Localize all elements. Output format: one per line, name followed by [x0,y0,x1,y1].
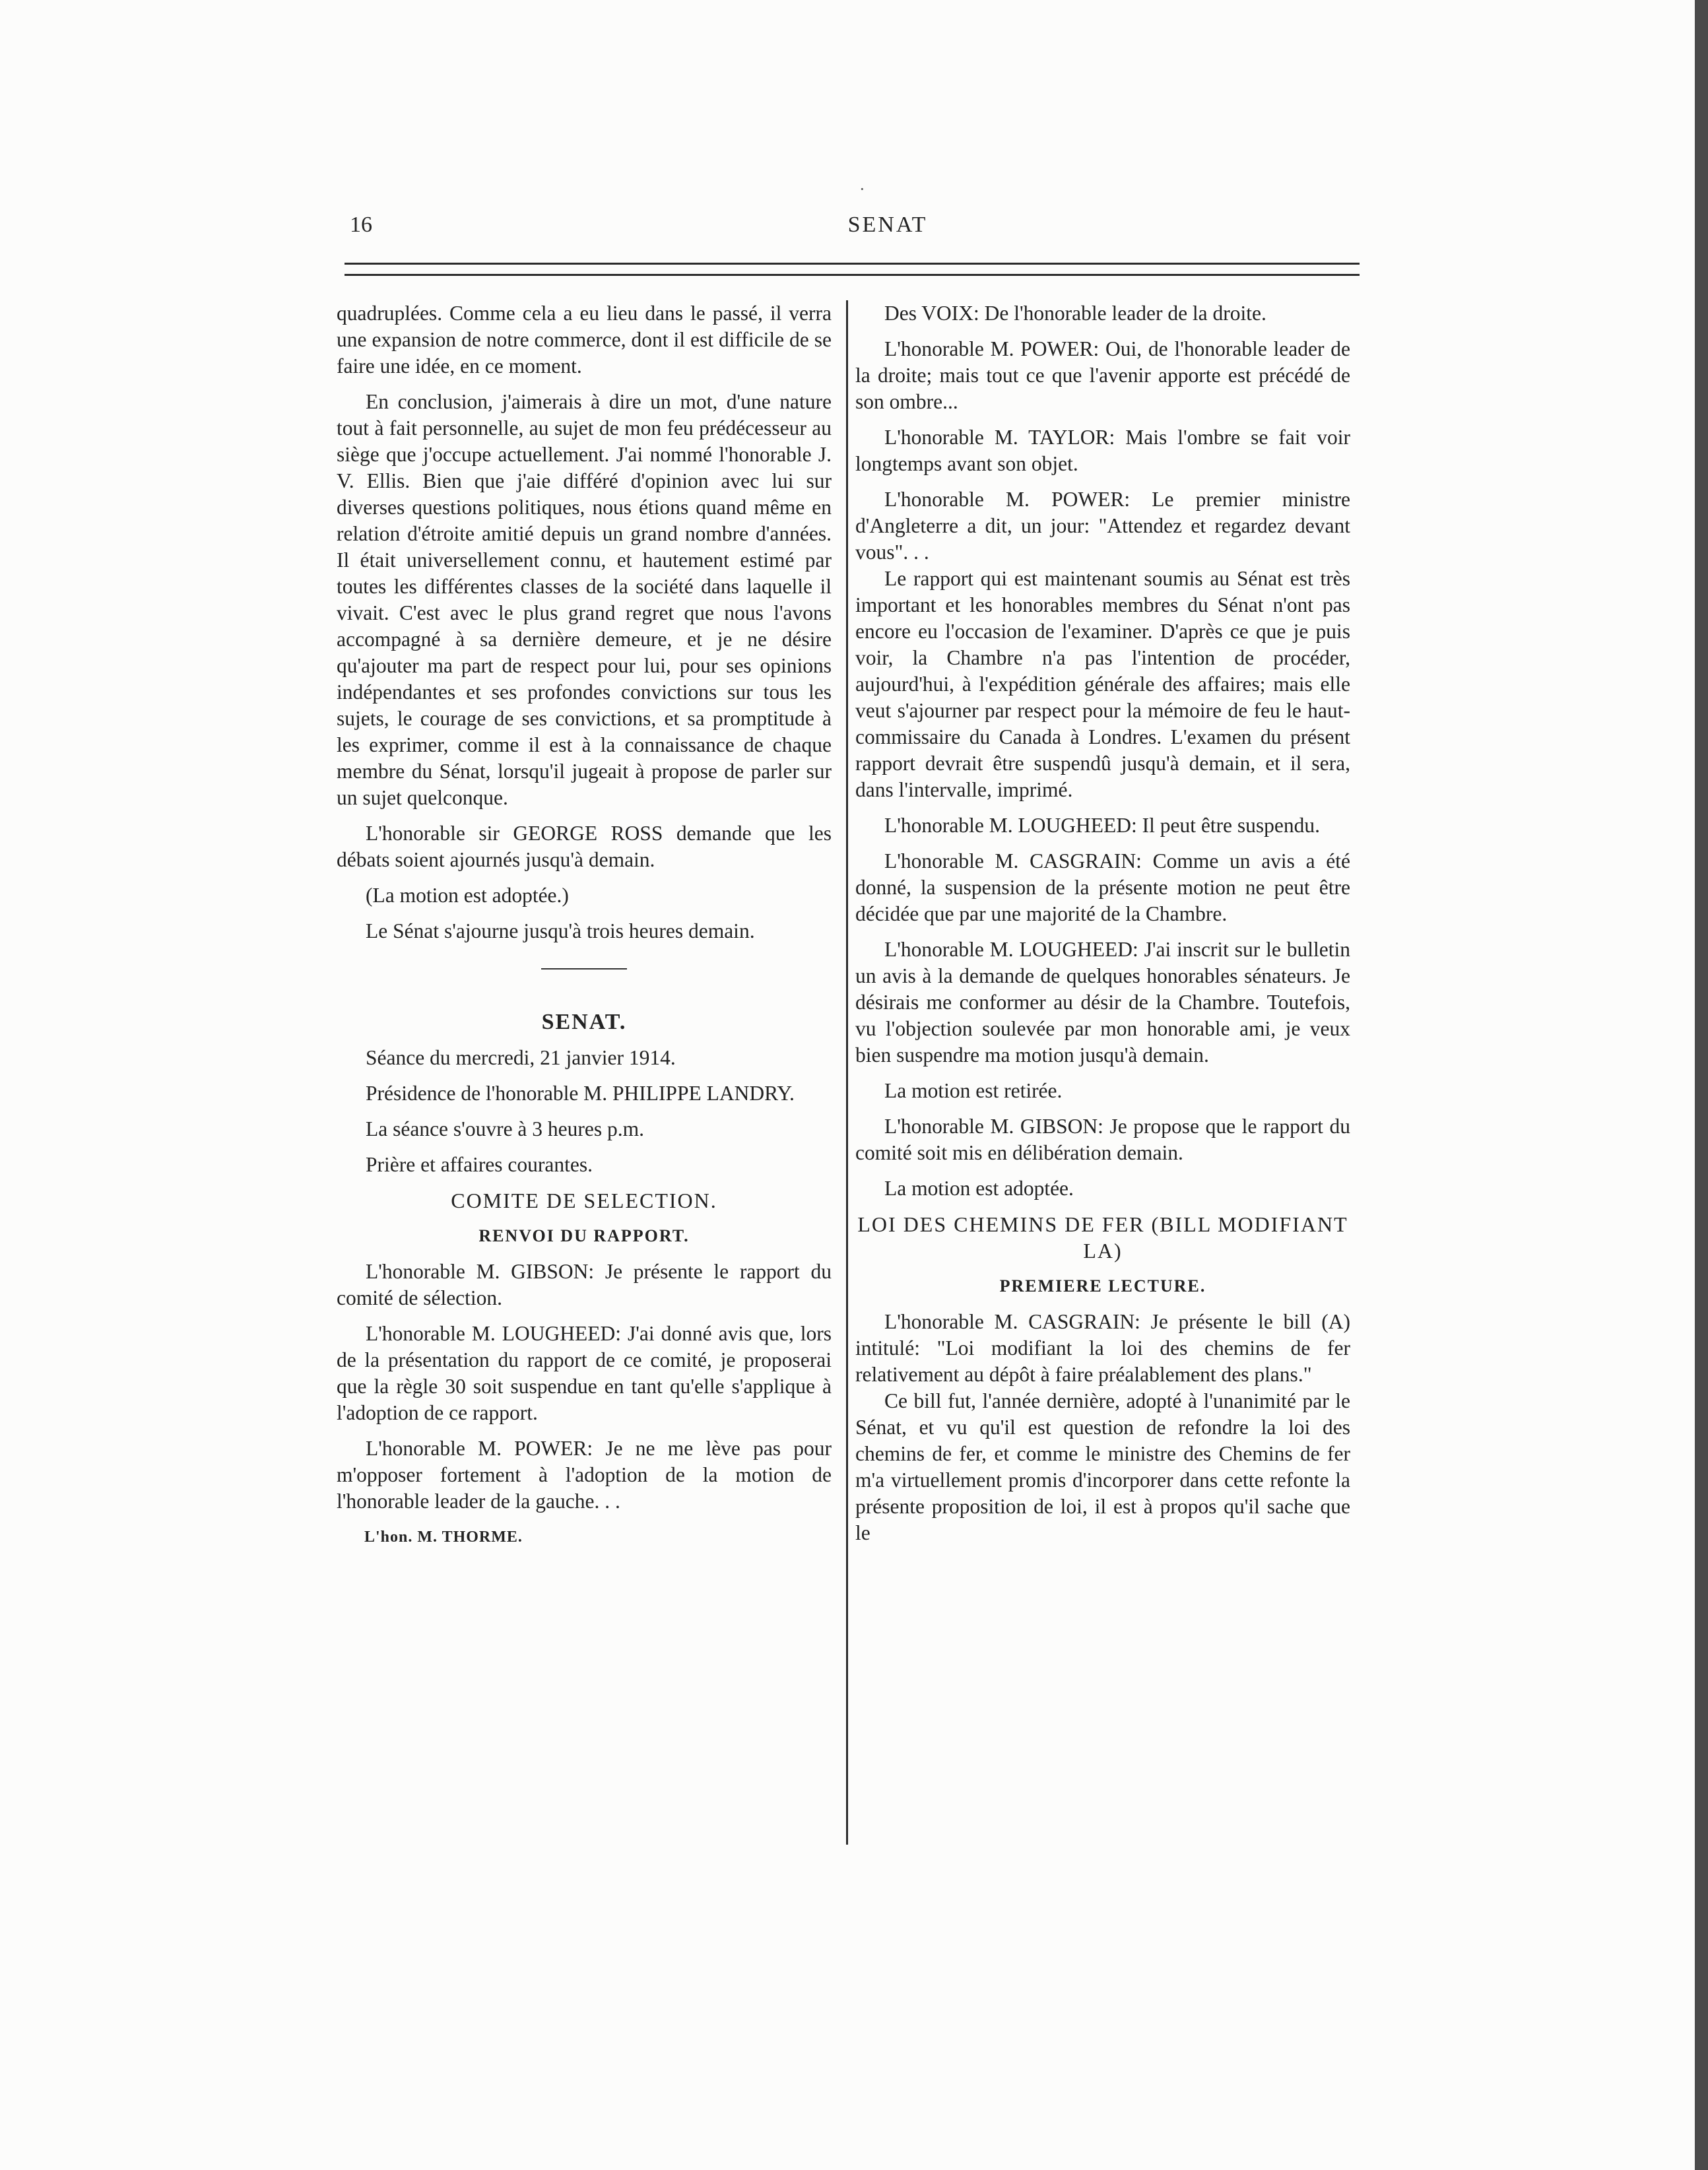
running-head: SENAT [847,213,928,237]
sub-heading: RENVOI DU RAPPORT. [478,1226,690,1245]
left-column [337,300,832,1550]
paragraph: L'honorable M. LOUGHEED: J'ai donné avis que, lors de la présentation du rapport de ce comité, je proposerai que la règle 30 soit suspendue en tant qu'elle s'applique à l'adoption de ce rapport. [337,1322,832,1424]
printer-mark: · [859,180,865,199]
paragraph: La motion est retirée. [884,1079,1063,1102]
paragraph: L'honorable M. LOUGHEED: Il peut être suspendu. [884,814,1321,837]
paragraph: La séance s'ouvre à 3 heures p.m. [366,1117,645,1140]
paragraph: En conclusion, j'aimerais à dire un mot, d'une nature tout à fait personnelle, au sujet de mon feu prédécesseur au siège que j'occupe actuellement. J'ai nommé l'honorable J. V. Ellis. Bien que j'aie différé d'opinion avec lui sur diverses questions politiques, nous étions quand même en relation d'étroite amitié depuis un grand nombre d'années. Il était universellement connu, et hautement estimé par toutes les différentes classes de la société dans laquelle il vivait. C'est avec le plus grand regret que nous l'avons accompagné à sa dernière demeure, et je ne désire qu'ajouter ma part de respect pour lui, pour ses opinions indépendantes et ses profondes convictions sur tous les sujets, le courage de ses convictions, et sa promptitude à les exprimer, comme il est à la connaissance de chaque membre du Sénat, lorsqu'il jugeait à propose de parler sur un sujet quelconque. [337,390,832,809]
paragraph: L'honorable M. POWER: Je ne me lève pas pour m'opposer fortement à l'adoption de la motion de l'honorable leader de la gauche. . . [337,1437,832,1513]
paragraph: Des VOIX: De l'honorable leader de la droite. [884,302,1266,325]
paragraph: Présidence de l'honorable M. PHILIPPE LANDRY. [366,1082,795,1105]
paragraph: Le Sénat s'ajourne jusqu'à trois heures demain. [366,919,755,942]
paragraph: L'honorable M. CASGRAIN: Comme un avis a été donné, la suspension de la présente motion ne peut être décidée que par une majorité de la Chambre. [855,849,1350,925]
paragraph: Prière et affaires courantes. [366,1153,593,1176]
paragraph: (La motion est adoptée.) [366,884,569,907]
paragraph: L'honorable M. POWER: Oui, de l'honorable leader de la droite; mais tout ce que l'avenir apporte est précédé de son ombre... [855,337,1350,413]
paragraph: quadruplées. Comme cela a eu lieu dans le passé, il verra une expansion de notre commerce, dont il est difficile de se faire une idée, en ce moment. [337,302,832,378]
page-number: 16 [350,213,372,237]
column-divider [846,300,848,1845]
paragraph: L'honorable M. TAYLOR: Mais l'ombre se fait voir longtemps avant son objet. [855,426,1350,475]
paragraph: L'honorable sir GEORGE ROSS demande que les débats soient ajournés jusqu'à demain. [337,822,832,871]
senat-heading: SENAT. [541,1010,627,1034]
paragraph: Le rapport qui est maintenant soumis au Sénat est très important et les honorables membres du Sénat n'ont pas encore eu l'occasion de l'examiner. D'après ce que je puis voir, la Chambre n'a pas l'intention de procéder, aujourd'hui, à l'expédition générale des affaires; mais elle veut s'ajourner par respect pour la mémoire de feu le haut-commissaire du Canada à Londres. L'examen du présent rapport devrait être suspendû jusqu'à demain, et il sera, dans l'intervalle, imprimé. [855,567,1350,801]
section-heading: COMITE DE SELECTION. [451,1189,717,1212]
page-footer: L'hon. M. THORME. [364,1529,523,1546]
paragraph: L'honorable M. LOUGHEED: J'ai inscrit sur le bulletin un avis à la demande de quelques honorables sénateurs. Je désirais me conformer au désir de la Chambre. Toutefois, vu l'objection soulevée par mon honorable ami, je veux bien suspendre ma motion jusqu'à demain. [855,938,1350,1067]
scan-edge [1695,0,1708,2170]
right-column [855,300,1350,1556]
section-separator [541,968,627,970]
header-double-rule [345,263,1360,276]
paragraph: L'honorable M. GIBSON: Je présente le rapport du comité de sélection. [337,1260,832,1309]
paragraph: L'honorable M. GIBSON: Je propose que le rapport du comité soit mis en délibération demain. [855,1115,1350,1164]
sub-heading: PREMIERE LECTURE. [999,1276,1206,1296]
paragraph: L'honorable M. CASGRAIN: Je présente le bill (A) intitulé: "Loi modifiant la loi des chemins de fer relativement au dépôt à faire préalablement des plans." [855,1310,1350,1386]
paragraph: La motion est adoptée. [884,1177,1074,1200]
session-date: Séance du mercredi, 21 janvier 1914. [366,1046,676,1069]
paragraph: L'honorable M. POWER: Le premier ministre d'Angleterre a dit, un jour: "Attendez et regardez devant vous". . . [855,488,1350,564]
paragraph: Ce bill fut, l'année dernière, adopté à l'unanimité par le Sénat, et vu qu'il est question de refondre la loi des chemins de fer, et comme le ministre des Chemins de fer m'a virtuellement promis d'incorporer dans cette refonte la présente proposition de loi, il est à propos qu'il sache que le [855,1389,1350,1544]
section-heading: LOI DES CHEMINS DE FER (BILL MODIFIANT LA) [857,1212,1348,1263]
